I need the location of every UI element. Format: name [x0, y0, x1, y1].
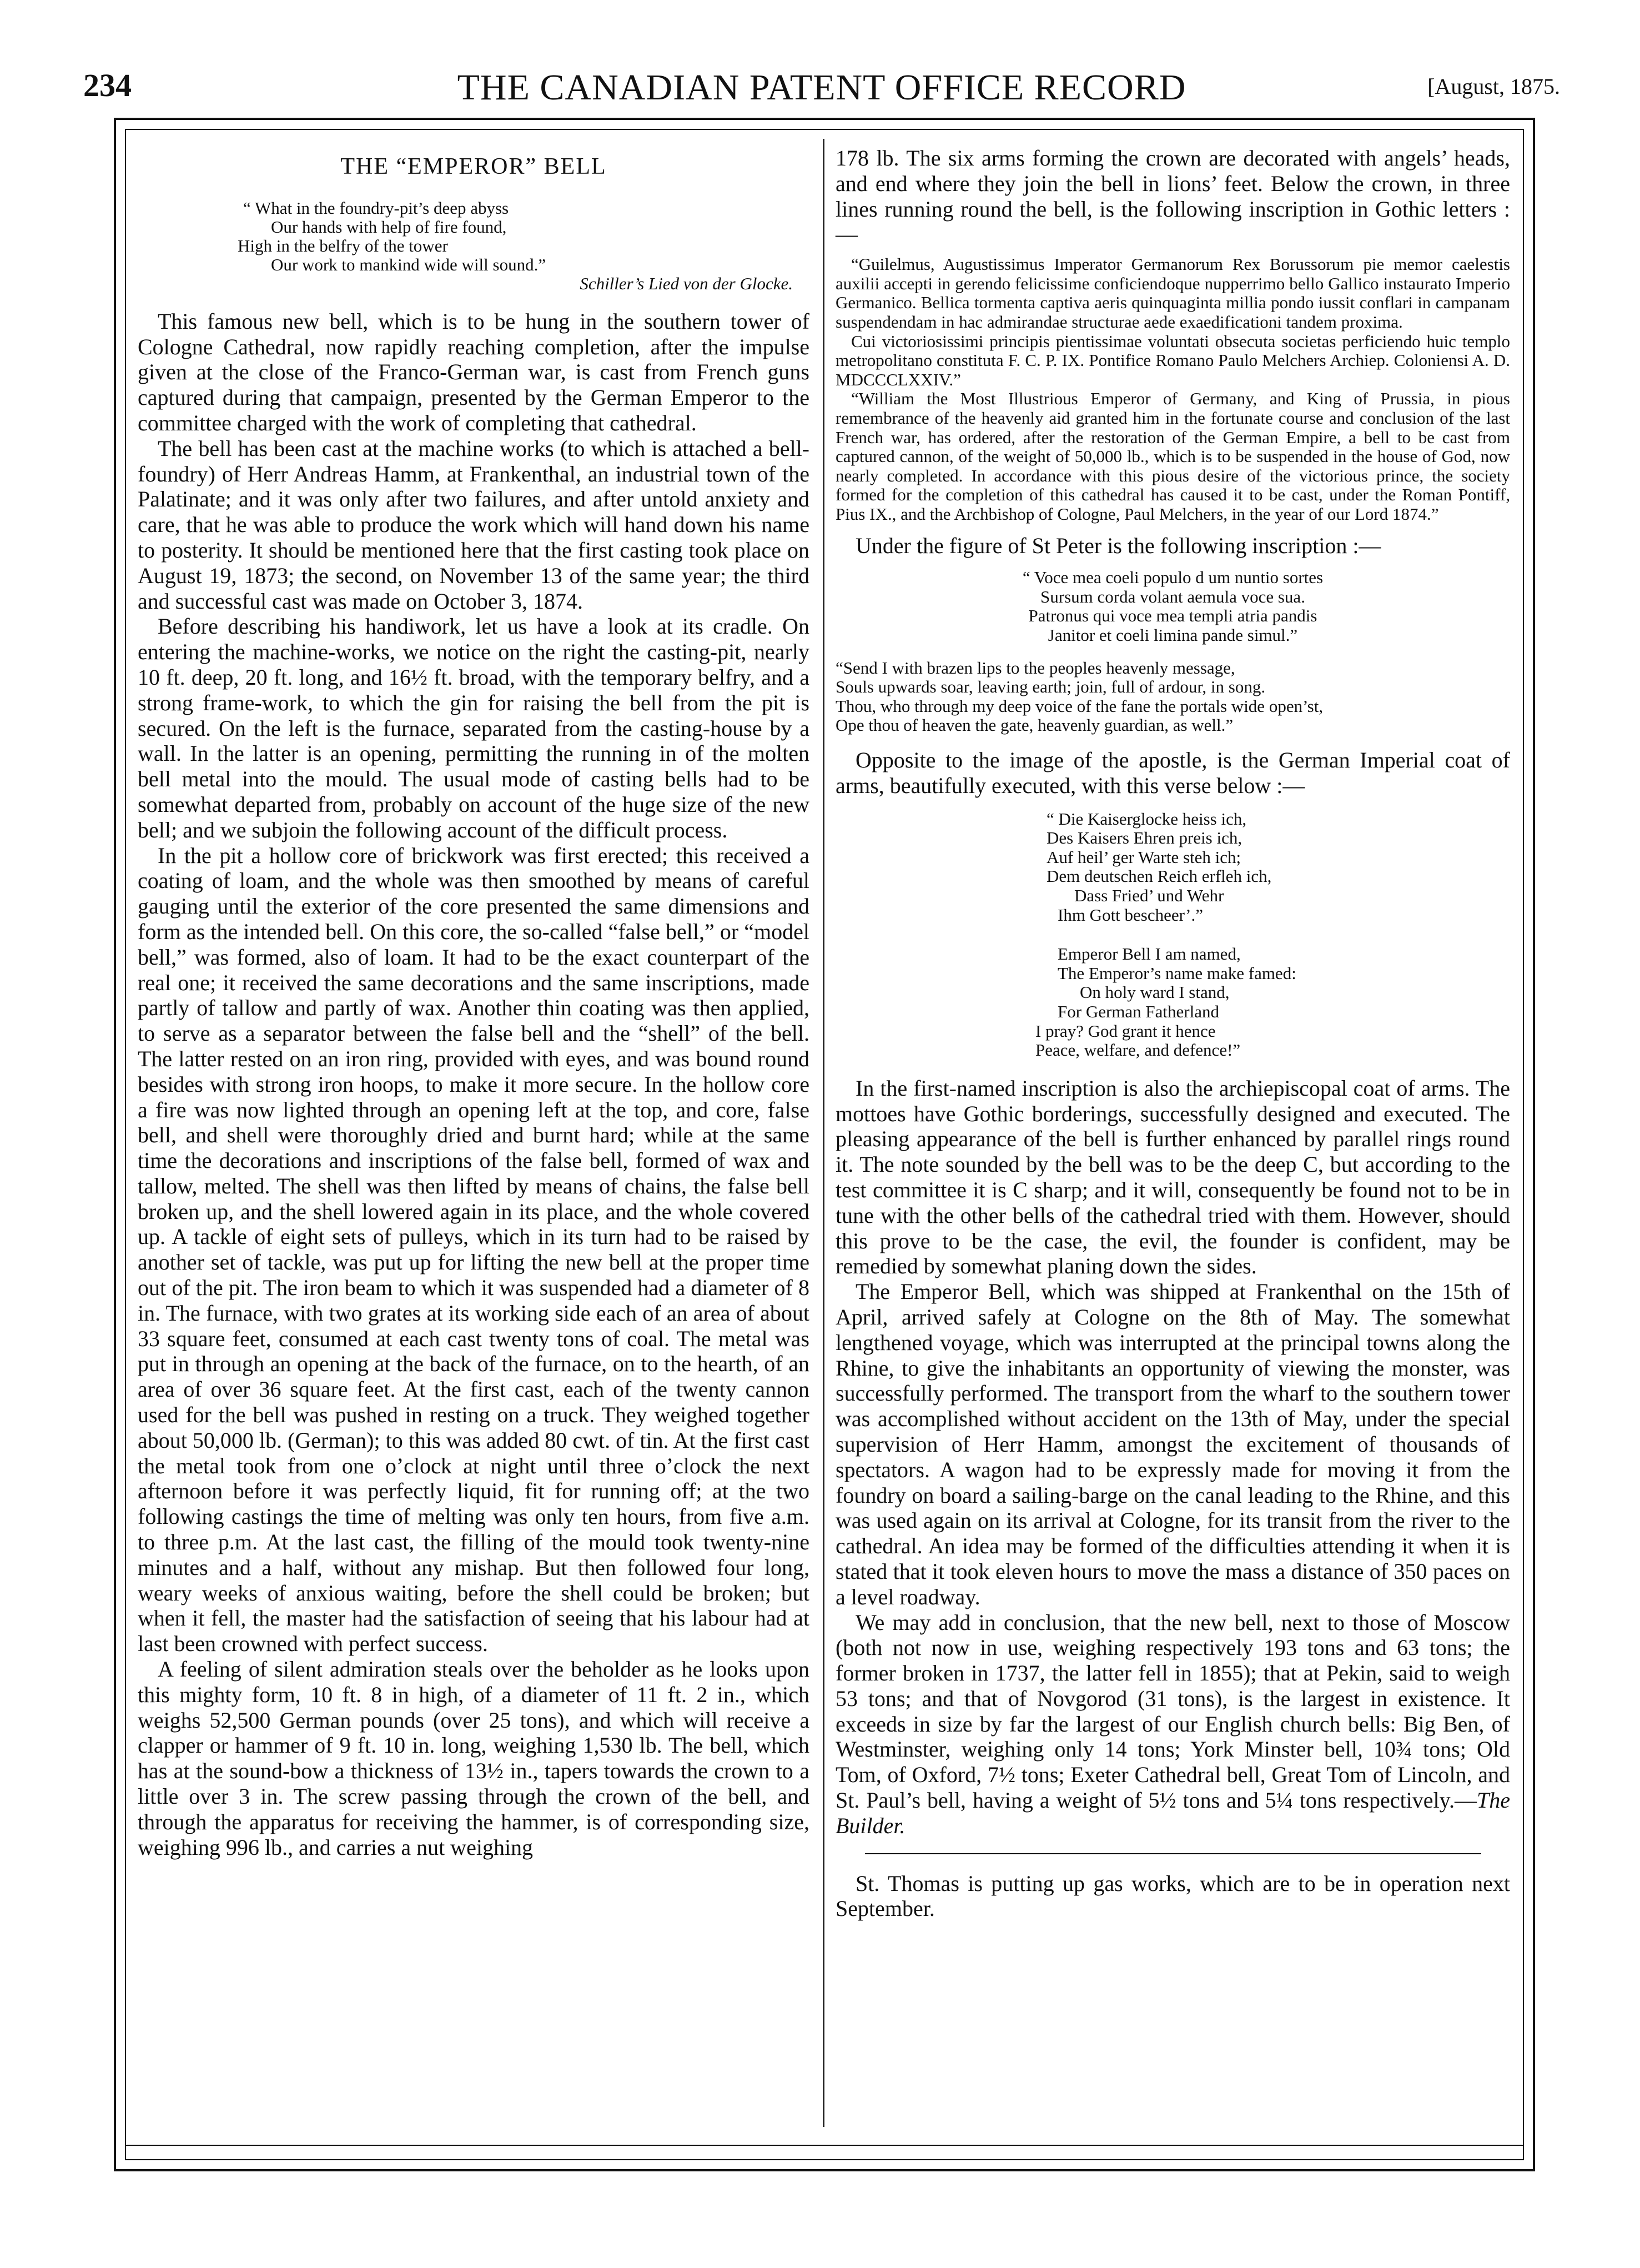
verse-line: Ope thou of heaven the gate, heavenly guardian, as well.”	[836, 715, 1234, 735]
verse-line: Janitor et coeli limina pande simul.”	[1048, 625, 1298, 645]
st-peter-latin-verse	[836, 568, 1510, 645]
verse-line: Dem deutschen Reich erfleh ich,	[1047, 866, 1272, 886]
bottom-rule	[125, 2145, 1524, 2146]
inscription-paragraph: “Guilelmus, Augustissimus Imperator Germanorum Rex Borussorum pie memor caelestis auxilii accepti in gerendo felicissime conficiendoque nupperrimo bello Gallico instaurato Imperio Germanico. Bellica tormenta captiva aeris quinquaginta millia pondo iussit conflari in campanam suspendendam in hac admirandae structurae aede exaedificationi tandem proxima.	[836, 254, 1510, 332]
verse-line: Des Kaisers Ehren preis ich,	[1047, 828, 1242, 848]
page-number: 234	[83, 67, 132, 103]
german-verse	[836, 810, 1510, 1060]
latin-inscription	[836, 255, 1510, 524]
right-column	[836, 145, 1510, 1921]
verse-line: Ihm Gott bescheer’.”	[1058, 905, 1203, 925]
body-paragraph: This famous new bell, which is to be hung in the southern tower of Cologne Cathedral, now rapidly reaching completion, after the impulse given at the close of the Franco-German war, is cast from French guns captured during that campaign, presented by the German Emperor to the committee charged with the work of completing that cathedral.	[138, 308, 809, 435]
verse-line: On holy ward I stand,	[1080, 982, 1230, 1002]
verse-line: The Emperor’s name make famed:	[1058, 963, 1296, 983]
body-paragraph: Under the figure of St Peter is the following inscription :—	[856, 533, 1381, 558]
body-paragraph: Before describing his handiwork, let us have a look at its cradle. On entering the machine-works, we notice on the right the casting-pit, nearly 10 ft. deep, 20 ft. long, and 16½ ft. broad, with the temporary belfry, and a strong frame-work, to which the gin for raising the bell from the pit is secured. On the left is the furnace, separated from the casting-house by a wall. In the latter is an opening, permitting the running in of the molten bell metal into the mould. The usual mode of casting bells had to be somewhat departed from, probably on account of the huge size of the new bell; and we subjoin the following account of the difficult process.	[138, 614, 809, 842]
epigraph	[138, 199, 809, 293]
verse-line: I pray? God grant it hence	[1035, 1021, 1216, 1041]
verse-line: For German Fatherland	[1058, 1001, 1219, 1021]
news-notice: St. Thomas is putting up gas works, which are to be in operation next September.	[836, 1870, 1510, 1921]
epigraph-line: Our hands with help of fire found,	[271, 217, 507, 237]
journal-title: THE CANADIAN PATENT OFFICE RECORD	[457, 67, 1186, 108]
body-paragraph: Opposite to the image of the apostle, is the German Imperial coat of arms, beautifully executed, with this verse below :—	[836, 747, 1510, 798]
body-paragraph	[836, 1610, 1510, 1839]
verse-gap	[836, 925, 1510, 945]
verse-line: “ Voce mea coeli populo d um nuntio sortes	[1022, 568, 1324, 588]
body-paragraph: The bell has been cast at the machine works (to which is attached a bell-foundry) of Herr Andreas Hamm, at Frankenthal, an industrial town of the Palatinate; and it was only after two failures, and after untold anxiety and care, that he was able to produce the work which will hand down his name to posterity. It should be mentioned here that the first casting took place on August 19, 1873; the second, on November 13 of the same year; the third and successful cast was made on October 3, 1874.	[138, 435, 809, 614]
st-peter-english-verse	[836, 659, 1510, 735]
verse-line: Auf heil’ ger Warte steh ich;	[1047, 847, 1241, 867]
closing-paragraph-text: We may add in conclusion, that the new bell, next to those of Moscow (both not now in use, weighing respectively 193 tons and 63 tons; the former broken in 1737, the latter fell in 1855); that at Pekin, said to weigh 53 tons; and that of Novgorod (31 tons), is the largest in existence. It exceeds in size by far the largest of our English church bells: Big Ben, of Westminster, weighing only 14 tons; York Minster bell, 10¾ tons; Old Tom, of Oxford, 7½ tons; Exeter Cathedral bell, Great Tom of Lincoln, and St. Paul’s bell, having a weight of 5½ tons and 5¼ tons respectively.—	[836, 1609, 1510, 1813]
verse-line: Dass Fried’ und Wehr	[1074, 886, 1224, 906]
running-head	[83, 67, 1560, 111]
verse-line: Thou, who through my deep voice of the fane the portals wide open’st,	[836, 696, 1324, 716]
column-rule	[823, 139, 824, 2127]
epigraph-line: High in the belfry of the tower	[238, 235, 448, 255]
article-title: THE “EMPEROR” BELL	[340, 154, 607, 179]
epigraph-line: Our work to mankind wide will sound.”	[271, 254, 546, 274]
body-paragraph: In the first-named inscription is also the archiepiscopal coat of arms. The mottoes have Gothic borderings, successfully designed and executed. The pleasing appearance of the bell is further enhanced by parallel rings round it. The note sounded by the bell was to be the deep C, but according to the test committee it is C sharp; and it will, consequently be found not to be in tune with the other bells of the cathedral tried with them. However, should this prove to be the case, the evil, the founder is confident, may be remedied by somewhat planing down the sides.	[836, 1075, 1510, 1279]
verse-line: Souls upwards soar, leaving earth; join, full of ardour, in song.	[836, 677, 1266, 697]
article-end-rule	[865, 1853, 1481, 1854]
body-paragraph: In the pit a hollow core of brickwork was first erected; this received a coating of loam, and the whole was then smoothed by means of careful gauging until the exterior of the core presented the same dimensions and form as the intended bell. On this core, the so-called “false bell,” or “model bell,” was formed, also of loam. It had to be the exact counterpart of the real one; it received the same decorations and the same inscriptions, made partly of tallow and partly of wax. Another thin coating was then applied, to serve as a separator between the false bell and the “shell” of the bell. The latter rested on an iron ring, provided with eyes, and was bound round besides with strong iron hoops, to make it more secure. In the hollow core a fire was now lighted through an opening left at the top, and core, false bell, and shell were thoroughly dried and burnt hard; while at the same time the decorations and inscriptions of the false bell, formed of wax and tallow, melted. The shell was then lifted by means of chains, the false bell broken up, and the shell lowered again in its place, and the whole covered up. A tackle of eight sets of pulleys, which in its turn had to be raised by another set of tackle, was put up for lifting the new bell at the proper time out of the pit. The iron beam to which it was suspended had a diameter of 8 in. The furnace, with two grates at its working side each of an area of about 33 square feet, consumed at each cast twenty tons of coal. The metal was put in through an opening at the back of the furnace, on to the hearth, of an area of over 36 square feet. At the first cast, each of the twenty cannon used for the bell was pushed in resting on a truck. They weighed together about 50,000 lb. (German); to this was added 80 cwt. of tin. At the first cast the metal took from one o’clock at night until three o’clock the next afternoon before it was perfectly liquid, fit for running off; at the two following castings the time of melting was only ten hours, from five a.m. to three p.m. At the last cast, the filling of the mould took twenty-nine minutes and a half, without any mishap. But then followed four long, weary weeks of anxious waiting, before the shell could be broken; but when it fell, the master had the satisfaction of seeing that his labour had at last been crowned with perfect success.	[138, 842, 809, 1657]
source-credit: The Builder.	[836, 1788, 1510, 1838]
issue-date: [August, 1875.	[1427, 74, 1560, 99]
verse-line: Emperor Bell I am named,	[1058, 944, 1241, 964]
inscription-paragraph: Cui victoriosissimi principis pientissimae voluntati obsecuta societas perficiendo huic templo metropolitano constituta F. C. P. IX. Pontifice Romano Paulo Melchers Archiep. Coloniensi A. D. MDCCCLXXIV.”	[836, 331, 1510, 389]
verse-line: “Send I with brazen lips to the peoples heavenly message,	[836, 658, 1235, 678]
verse-line: Sursum corda volant aemula voce sua.	[1040, 586, 1305, 606]
verse-line: Patronus qui voce mea templi atria pandis	[1028, 606, 1317, 626]
verse-line: “ Die Kaiserglocke heiss ich,	[1047, 809, 1247, 829]
epigraph-line: “ What in the foundry-pit’s deep abyss	[243, 198, 509, 218]
verse-line: Peace, welfare, and defence!”	[1035, 1040, 1241, 1060]
inscription-translation: “William the Most Illustrious Emperor of Germany, and King of Prussia, in pious remembrance of the heavenly aid granted him in the fortunate course and conclusion of the last French war, has ordered, after the restoration of the German Empire, a bell to be cast from captured cannon, of the weight of 50,000 lb., which is to be suspended in the house of God, now nearly completed. In accordance with this pious desire of the victorious prince, the society formed for the completion of this cathedral has caused it to be cast, under the Roman Pontiff, Pius IX., and the Archbishop of Cologne, Paul Melchers, in the year of our Lord 1874.”	[836, 389, 1510, 524]
body-paragraph: 178 lb. The six arms forming the crown are decorated with angels’ heads, and end where they join the bell in lions’ feet. Below the crown, in three lines running round the bell, is the following inscription in Gothic letters :—	[836, 145, 1510, 247]
epigraph-source: Schiller’s Lied von der Glocke.	[580, 273, 793, 293]
body-paragraph: A feeling of silent admiration steals over the beholder as he looks upon this mighty form, 10 ft. 8 in high, of a diameter of 11 ft. 2 in., which weighs 52,500 German pounds (over 25 tons), and which will receive a clapper or hammer of 9 ft. 10 in. long, weighing 1,530 lb. The bell, which has at the sound-bow a thickness of 13½ in., tapers towards the crown to a little over 3 in. The screw passing through the crown of the bell, and through the apparatus for receiving the hammer, is of corresponding size, weighing 996 lb., and carries a nut weighing	[138, 1657, 809, 1860]
left-column	[138, 145, 809, 1860]
body-paragraph: The Emperor Bell, which was shipped at Frankenthal on the 15th of April, arrived safely at Cologne on the 8th of May. The somewhat lengthened voyage, which was interrupted at the principal towns along the Rhine, to give the inhabitants an opportunity of viewing the monster, was successfully performed. The transport from the wharf to the southern tower was accomplished without accident on the 13th of May, under the special supervision of Herr Hamm, amongst the excitement of thousands of spectators. A wagon had to be expressly made for moving it from the foundry on board a sailing-barge on the canal leading to the Rhine, and this was used again on its arrival at Cologne, for its transit from the river to the cathedral. An idea may be formed of the difficulties attending it when it is stated that it took eleven hours to move the mass a distance of 350 paces on a level roadway.	[836, 1279, 1510, 1609]
